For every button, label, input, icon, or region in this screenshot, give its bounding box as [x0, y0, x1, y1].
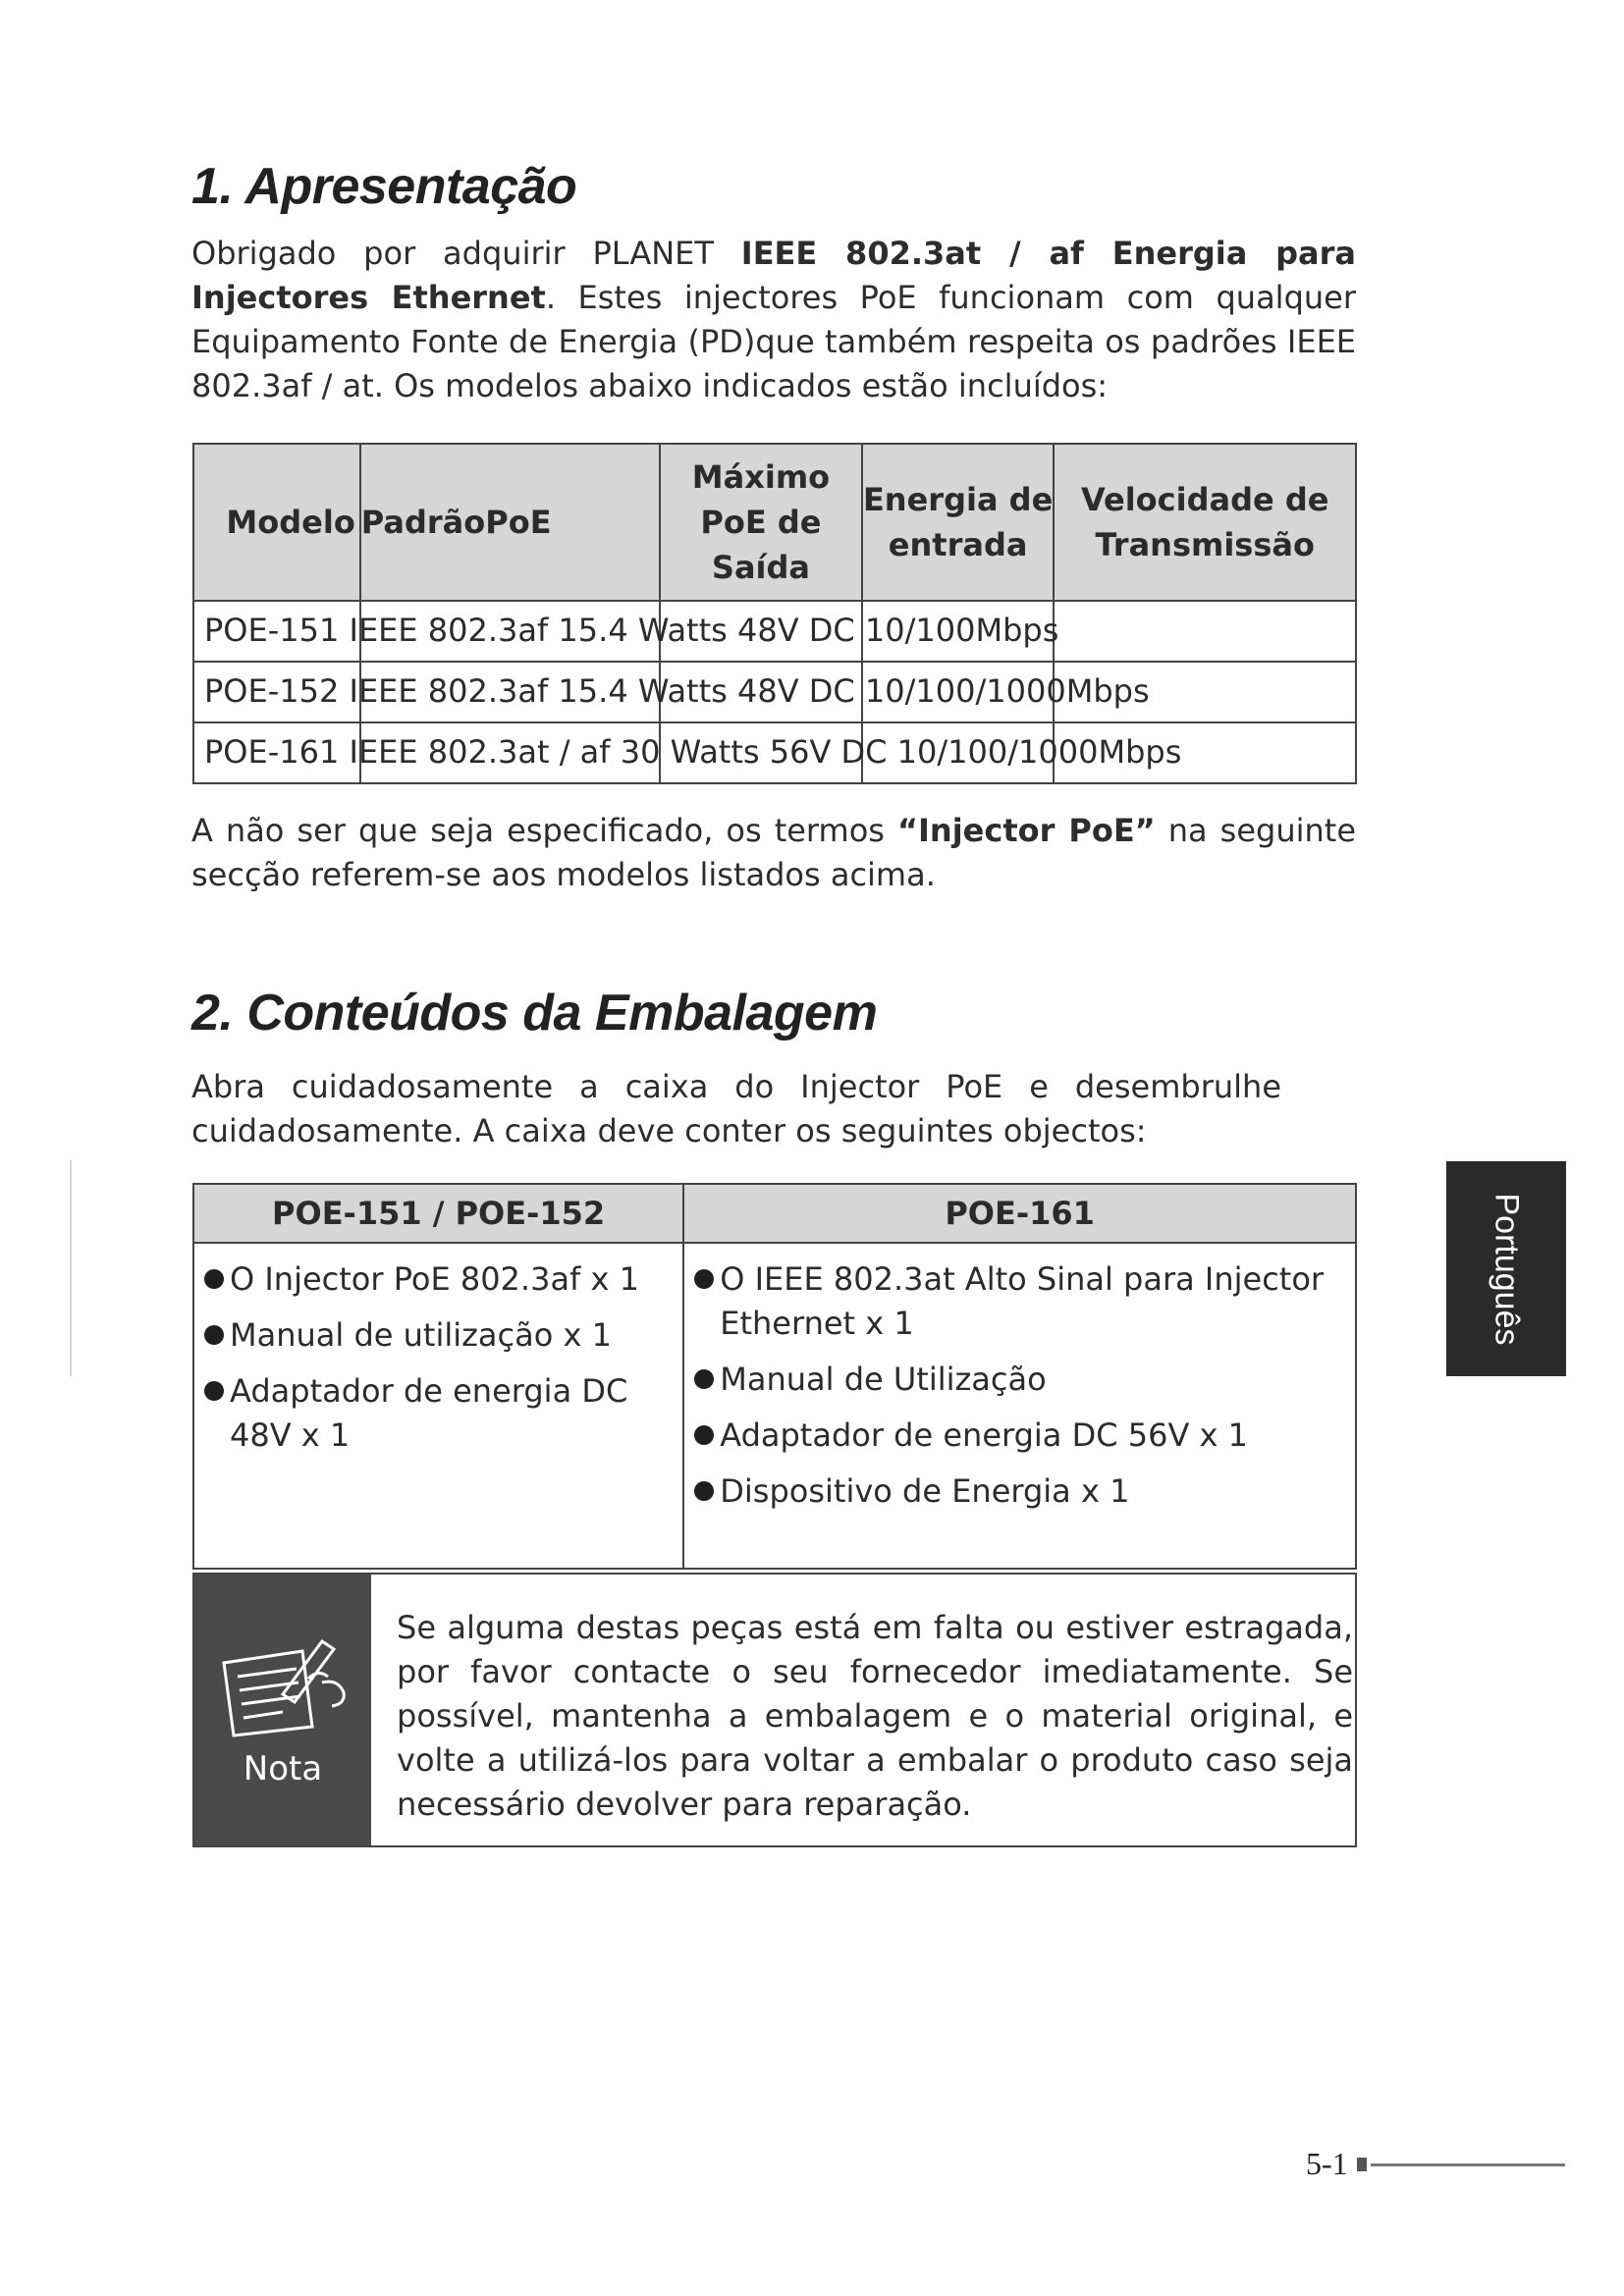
table-row-text: POE-151 IEEE 802.3af 15.4 Watts 48V DC 10/100Mbps	[204, 612, 1059, 649]
header-input-power: Energia de entrada	[862, 444, 1055, 601]
note-box	[192, 1573, 1357, 1847]
section2-intro	[191, 1065, 1356, 1153]
list-item: Dispositivo de Energia x 1	[690, 1469, 1349, 1514]
list-item: O IEEE 802.3at Alto Sinal para Injector Ethernet x 1	[690, 1257, 1349, 1346]
outro-line-2: secção referem-se aos modelos listados acima.	[191, 856, 936, 893]
page-number: 5-1	[1306, 2146, 1348, 2181]
list-item: Manual de Utilização	[690, 1358, 1349, 1402]
note-sidebar	[194, 1575, 371, 1845]
section1-outro	[191, 809, 1356, 897]
contents-table-header	[193, 1184, 1356, 1243]
margin-line	[70, 1160, 72, 1376]
models-table-header	[193, 444, 1356, 601]
s2-intro-line-2: cuidadosamente. A caixa deve conter os seguintes objectos:	[191, 1112, 1147, 1149]
table-row	[193, 601, 1356, 662]
section2-heading: 2. Conteúdos da Embalagem	[191, 985, 878, 1041]
outro-line-1: A não ser que seja especificado, os termos “Injector PoE” na seguinte	[191, 812, 1357, 849]
list-item: Adaptador de energia DC 56V x 1	[690, 1414, 1349, 1458]
s2-intro-line-1: Abra cuidadosamente a caixa do Injector PoE e desembrulhe	[191, 1068, 1281, 1105]
header-speed: Velocidade de Transmissão	[1054, 444, 1356, 601]
poe161-items	[690, 1257, 1349, 1514]
section1-heading: 1. Apresentação	[191, 158, 577, 215]
note-text: Se alguma destas peças está em falta ou estiver estragada, por favor contacte o seu fornecedor imediatamente. Se possível, mantenha a embalagem e o material original, e volte a utilizá-los para voltar a embalar o produto caso seja necessário devolver para reparação.	[397, 1609, 1353, 1823]
table-row	[193, 662, 1356, 722]
table-row-text: POE-161 IEEE 802.3at / af 30 Watts 56V DC 10/100/1000Mbps	[204, 733, 1182, 771]
note-pencil-icon	[214, 1633, 352, 1741]
section1-intro	[191, 232, 1356, 408]
language-tab	[1446, 1161, 1566, 1376]
contents-table-row	[193, 1243, 1356, 1569]
contents-table	[192, 1183, 1357, 1570]
table-row	[193, 722, 1356, 783]
header-model: Modelo	[193, 444, 360, 601]
list-item: O Injector PoE 802.3af x 1	[200, 1257, 677, 1302]
intro-line-3: Equipamento Fonte de Energia (PD)que também respeita os padrões IEEE	[191, 323, 1356, 360]
header-poe151-152: POE-151 / POE-152	[193, 1184, 683, 1243]
header-poe161: POE-161	[683, 1184, 1356, 1243]
list-item: Manual de utilização x 1	[200, 1313, 677, 1358]
note-label: Nota	[243, 1749, 323, 1789]
intro-line-2: Injectores Ethernet. Estes injectores PoE funcionam com qualquer	[191, 279, 1357, 316]
footer-rule	[1357, 2156, 1565, 2173]
list-item: Adaptador de energia DC 48V x 1	[200, 1369, 677, 1458]
intro-line-1: Obrigado por adquirir PLANET IEEE 802.3at / af Energia para	[191, 235, 1357, 272]
header-max-output: Máximo PoE de Saída	[660, 444, 862, 601]
language-tab-label: Português	[1488, 1193, 1526, 1346]
header-standard: PadrãoPoE	[360, 444, 660, 601]
intro-line-4: 802.3af / at. Os modelos abaixo indicados estão incluídos:	[191, 367, 1109, 404]
poe151-152-items	[200, 1257, 677, 1458]
models-table	[192, 443, 1357, 784]
table-row-text: POE-152 IEEE 802.3af 15.4 Watts 48V DC 10/100/1000Mbps	[204, 672, 1150, 710]
